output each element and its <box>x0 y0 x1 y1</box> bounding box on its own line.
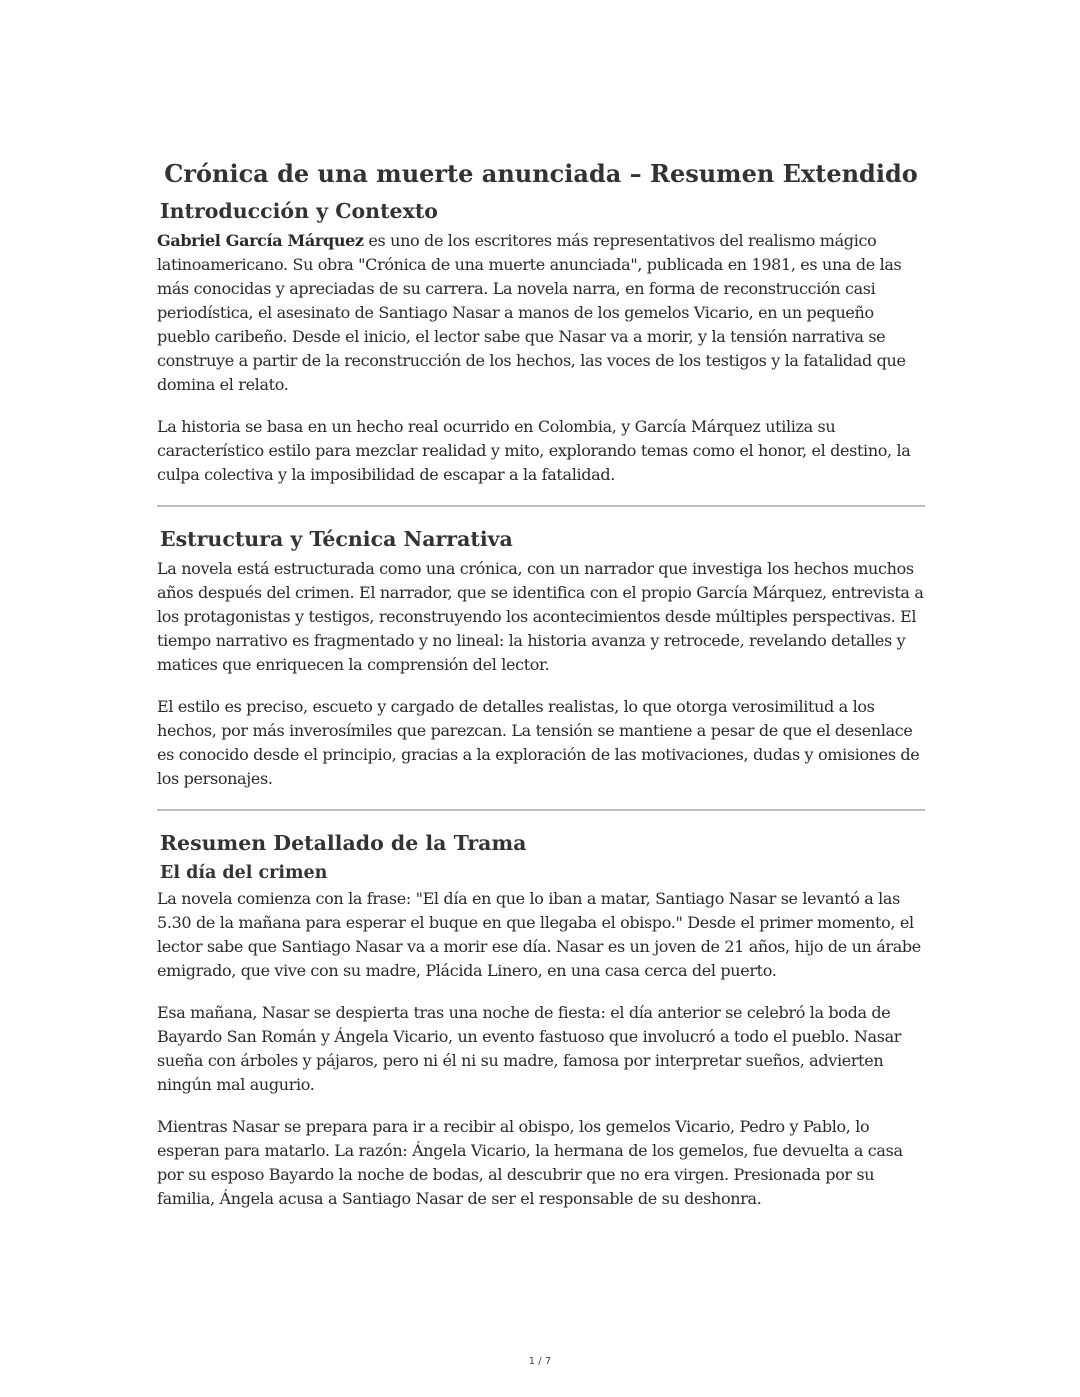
paragraph <box>157 229 925 397</box>
paragraph: La novela comienza con la frase: "El día en que lo iban a matar, Santiago Nasar se levantó a las 5.30 de la mañana para esperar el buque en que llegaba el obispo." Desde el primer momento, el lector sabe que Santiago Nasar va a morir ese día. Nasar es un joven de 21 años, hijo de un árabe emigrado, que vive con su madre, Plácida Linero, en una casa cerca del puerto. <box>157 889 921 980</box>
section-heading: Resumen Detallado de la Trama <box>160 831 527 855</box>
section-heading: Introducción y Contexto <box>160 199 438 223</box>
section-divider <box>157 809 925 811</box>
paragraph-text: es uno de los escritores más representativos del realismo mágico latinoamericano. Su obra "Crónica de una muerte anunciada", publicada en 1981, es una de las más conocidas y apreciadas de su carrera. La novela narra, en forma de reconstrucción casi periodística, el asesinato de Santiago Nasar a manos de los gemelos Vicario, en un pequeño pueblo caribeño. Desde el inicio, el lector sabe que Nasar va a morir, y la tensión narrativa se construye a partir de la reconstrucción de los hechos, las voces de los testigos y la fatalidad que domina el relato. <box>157 231 906 394</box>
paragraph: El estilo es preciso, escueto y cargado de detalles realistas, lo que otorga verosimilitud a los hechos, por más inverosímiles que parezcan. La tensión se mantiene a pesar de que el desenlace es conocido desde el principio, gracias a la exploración de las motivaciones, dudas y omisiones de los personajes. <box>157 697 920 788</box>
subsection-heading: El día del crimen <box>160 863 328 883</box>
document-title: Crónica de una muerte anunciada – Resumen Extendido <box>164 159 918 188</box>
paragraph: La historia se basa en un hecho real ocurrido en Colombia, y García Márquez utiliza su característico estilo para mezclar realidad y mito, explorando temas como el honor, el destino, la culpa colectiva y la imposibilidad de escapar a la fatalidad. <box>157 417 911 484</box>
section-plot-summary <box>157 829 925 1211</box>
section-heading: Estructura y Técnica Narrativa <box>160 527 513 551</box>
page-indicator: 1 / 7 <box>528 1356 552 1367</box>
section-structure <box>157 525 925 791</box>
paragraph: La novela está estructurada como una crónica, con un narrador que investiga los hechos muchos años después del crimen. El narrador, que se identifica con el propio García Márquez, entrevista a los protagonistas y testigos, reconstruyendo los acontecimientos desde múltiples perspectivas. El tiempo narrativo es fragmentado y no lineal: la historia avanza y retrocede, revelando detalles y matices que enriquecen la comprensión del lector. <box>157 559 924 674</box>
author-name: Gabriel García Márquez <box>157 231 364 250</box>
section-introduction <box>157 197 925 487</box>
document-page <box>157 157 925 1229</box>
section-divider <box>157 505 925 507</box>
paragraph: Mientras Nasar se prepara para ir a recibir al obispo, los gemelos Vicario, Pedro y Pablo, lo esperan para matarlo. La razón: Ángela Vicario, la hermana de los gemelos, fue devuelta a casa por su esposo Bayardo la noche de bodas, al descubrir que no era virgen. Presionada por su familia, Ángela acusa a Santiago Nasar de ser el responsable de su deshonra. <box>157 1117 903 1208</box>
paragraph: Esa mañana, Nasar se despierta tras una noche de fiesta: el día anterior se celebró la boda de Bayardo San Román y Ángela Vicario, un evento fastuoso que involucró a todo el pueblo. Nasar sueña con árboles y pájaros, pero ni él ni su madre, famosa por interpretar sueños, advierten ningún mal augurio. <box>157 1003 902 1094</box>
